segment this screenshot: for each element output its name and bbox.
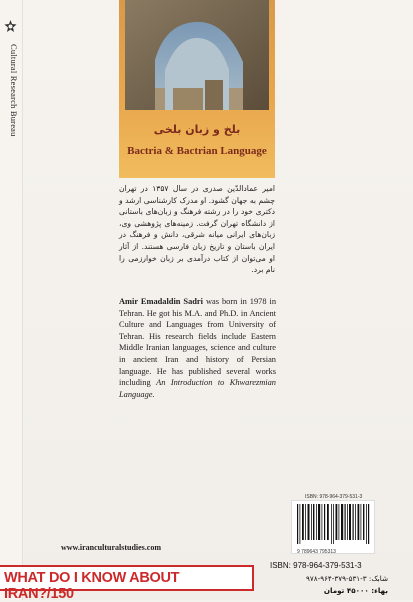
bio-text: was born in 1978 in Tehran. He got his M.A. and Ph.D. in Ancient Culture and Languages from University of Tehran. His research fields include Eastern Middle Iranian languages, science and culture in ancient Iran and history of Persian language. He has published several works including bbox=[119, 297, 277, 388]
price-label: بهاء: ۴۵۰۰۰ تومان bbox=[323, 586, 388, 595]
barcode-number: 9 789643 795313 bbox=[297, 549, 336, 555]
isbn-persian: شابک: ۳-۵۳۱-۳۷۹-۹۶۴-۹۷۸ bbox=[306, 574, 388, 583]
series-banner bbox=[0, 565, 254, 602]
publisher-emblem-icon bbox=[4, 20, 17, 33]
book-spine bbox=[0, 0, 23, 600]
series-title: WHAT DO I KNOW ABOUT IRAN?/150 bbox=[4, 570, 180, 602]
title-english: Bactria & Bactrian Language bbox=[127, 145, 267, 157]
author-bio-english bbox=[119, 296, 276, 400]
barcode bbox=[291, 500, 375, 554]
title-persian: بلخ و زبان بلخی bbox=[153, 123, 241, 136]
book-title: An Introduction to Khwarezmian Language. bbox=[119, 378, 276, 399]
author-name: Amir Emadaldin Sadri bbox=[119, 297, 203, 306]
website-url: www.iranculturalstudies.com bbox=[61, 543, 161, 552]
publisher-name: Cultural Research Bureau bbox=[9, 44, 19, 137]
ruins-photo bbox=[125, 0, 269, 110]
isbn-small-label: ISBN: 978-964-379-531-3 bbox=[305, 494, 363, 500]
cover-panel bbox=[119, 0, 275, 178]
author-bio-persian: امیر عمادالدّین صدری در سال ۱۳۵۷ در تهران چشم به جهان گشود. او مدرک کارشناسی ارشد و دکتری خود را در رشته فرهنگ و زبان‌های باستانی از دانشگاه تهران گرفت. زمینه‌های پژوهشی وی، زبان‌های ایرانی میانه شرقی، دانش و فرهنگ در ایران باستان و تاریخ زبان فارسی هستند. از آثار او می‌توان از کتاب درآمدی بر زبان خوارزمی را نام برد. bbox=[119, 184, 275, 275]
isbn-label: ISBN: 978-964-379-531-3 bbox=[270, 561, 362, 570]
